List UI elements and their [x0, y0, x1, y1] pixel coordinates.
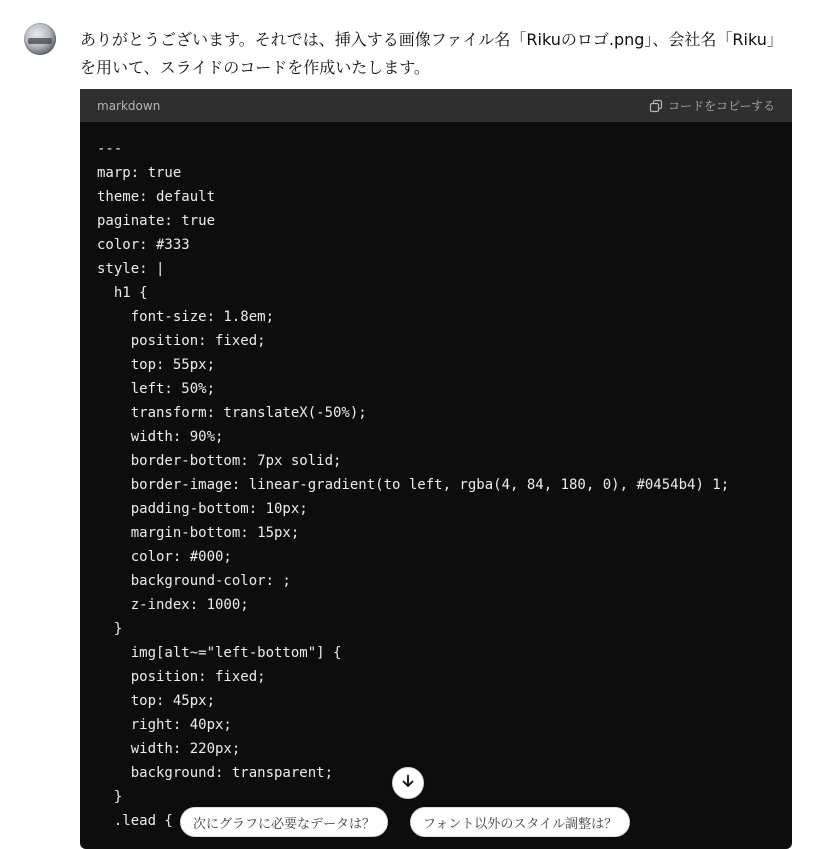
copy-code-label: コードをコピーする — [668, 99, 775, 113]
arrow-down-icon — [400, 773, 416, 793]
code-block-header — [80, 89, 792, 122]
code-language-label: markdown — [97, 98, 161, 113]
code-content: --- marp: true theme: default paginate: true color: #333 style: | h1 { font-size: 1.8em; position: fixed; top: 55px; left: 50%; transform: translateX(-50%); width: 90%; border-bottom: 7px solid; border-image: linear-gradient(to left, rgba(4, 84, 180, 0), #0454b4) 1; padding-bottom: 10px; margin-bottom: 15px; color: #000; background-color: ; z-index: 1000; } img[alt~="left-bottom"] { position: fixed; top: 45px; right: 40px; width: 220px; background: transparent; } .lead { — [97, 141, 730, 829]
code-block — [80, 89, 792, 849]
assistant-message-text: ありがとうございます。それでは、挿入する画像ファイル名「Rikuのロゴ.png」、会社名「Riku」を用いて、スライドのコードを作成いたします。 — [80, 30, 783, 77]
copy-code-button[interactable] — [649, 97, 775, 114]
suggestion-chip[interactable]: フォント以外のスタイル調整は？ — [410, 807, 630, 837]
scroll-to-bottom-button[interactable] — [392, 767, 424, 799]
suggestion-chip[interactable]: 次にグラフに必要なデータは？ — [180, 807, 388, 837]
assistant-avatar — [24, 23, 56, 55]
copy-icon — [649, 99, 663, 113]
